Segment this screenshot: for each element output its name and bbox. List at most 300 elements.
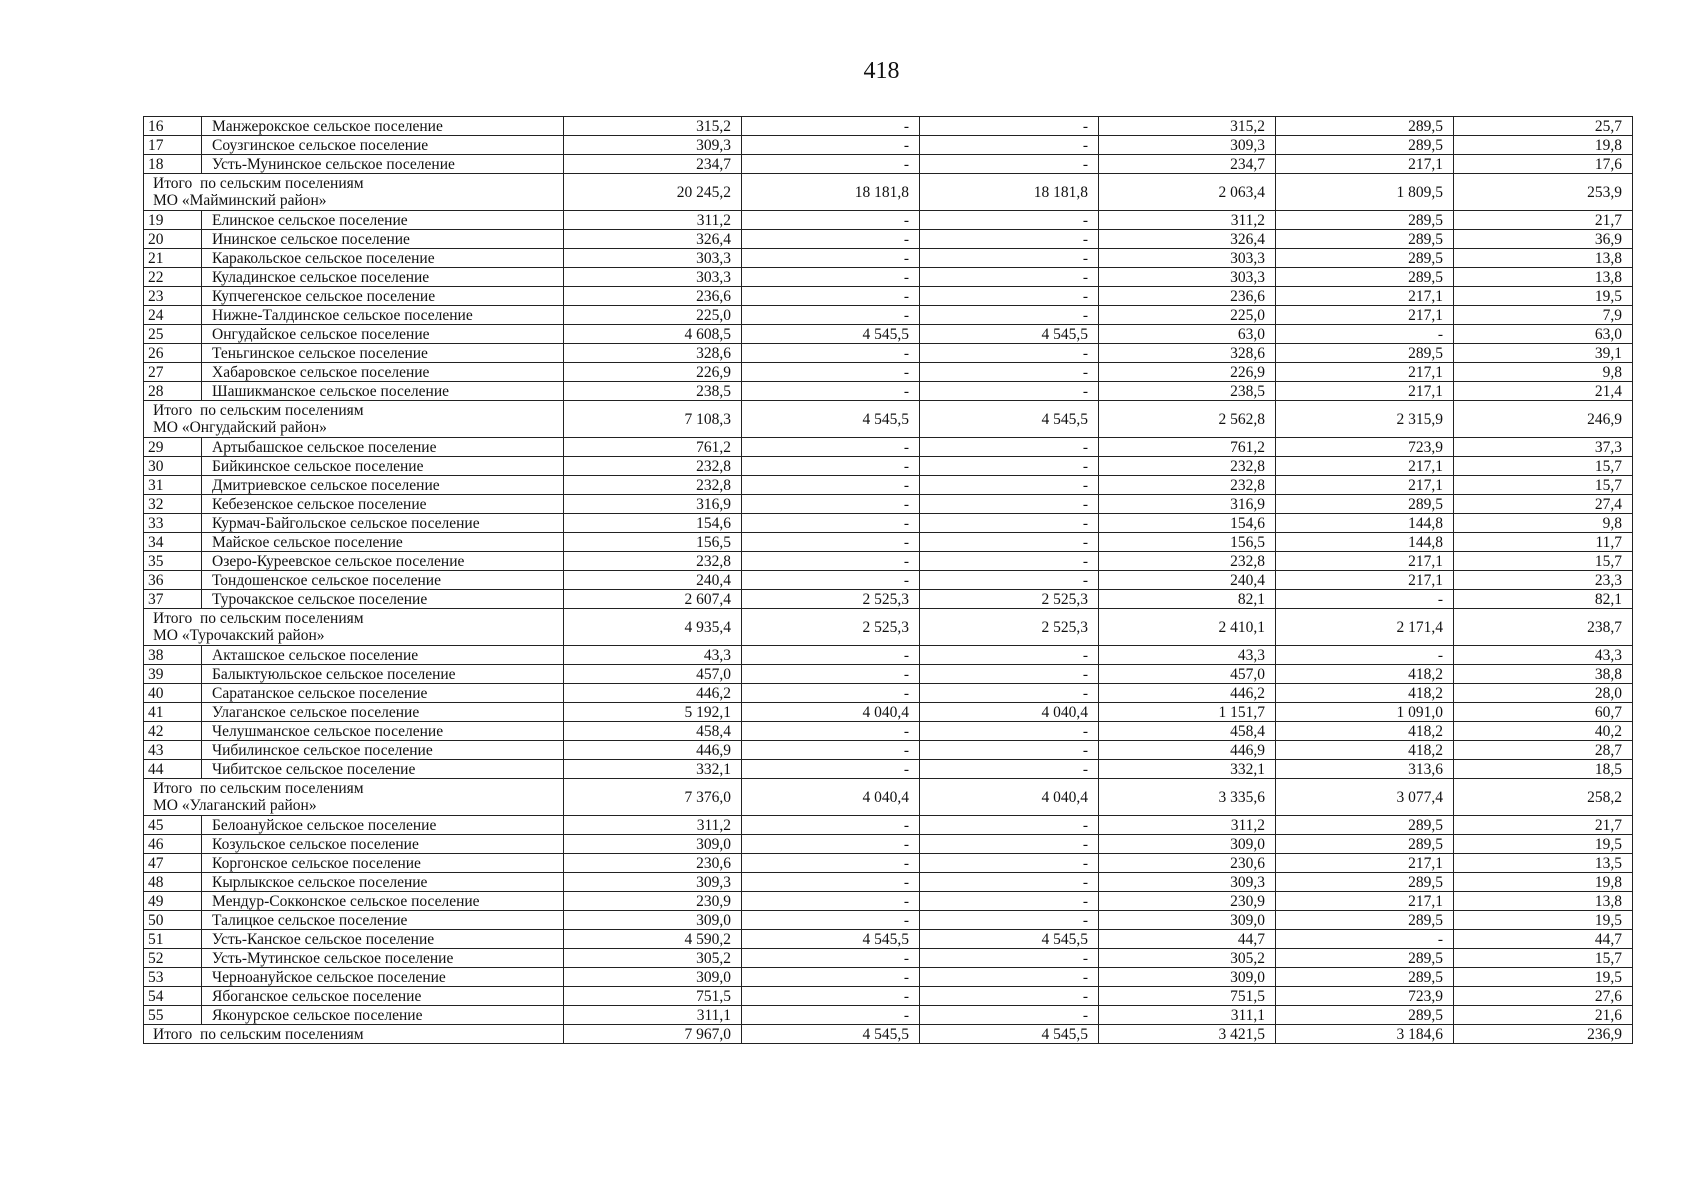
row-number: 52 — [144, 949, 202, 968]
value-cell-col2: - — [742, 306, 920, 325]
value-cell-col5: 289,5 — [1276, 1006, 1454, 1025]
value-cell-col3: - — [920, 968, 1099, 987]
value-cell-col5: 217,1 — [1276, 306, 1454, 325]
value-cell-col4: 3 335,6 — [1099, 779, 1276, 816]
settlement-name: Козульское сельское поселение — [202, 835, 564, 854]
subtotal-label — [144, 1025, 564, 1044]
value-cell-col6: 19,5 — [1454, 968, 1633, 987]
value-cell-col6: 9,8 — [1454, 514, 1633, 533]
row-number: 45 — [144, 816, 202, 835]
value-cell-col3: - — [920, 722, 1099, 741]
row-number: 16 — [144, 117, 202, 136]
value-cell-col6: 17,6 — [1454, 155, 1633, 174]
settlement-name: Турочакское сельское поселение — [202, 590, 564, 609]
value-cell-col3: - — [920, 571, 1099, 590]
value-cell-col4: 309,3 — [1099, 136, 1276, 155]
row-number: 38 — [144, 646, 202, 665]
value-cell-col1: 234,7 — [564, 155, 742, 174]
row-number: 35 — [144, 552, 202, 571]
value-cell-col5: 217,1 — [1276, 457, 1454, 476]
value-cell-col1: 154,6 — [564, 514, 742, 533]
value-cell-col1: 240,4 — [564, 571, 742, 590]
value-cell-col6: 44,7 — [1454, 930, 1633, 949]
value-cell-col2: - — [742, 665, 920, 684]
value-cell-col5: - — [1276, 930, 1454, 949]
value-cell-col6: 28,0 — [1454, 684, 1633, 703]
row-number: 53 — [144, 968, 202, 987]
row-number: 40 — [144, 684, 202, 703]
budget-table — [143, 116, 1633, 1044]
value-cell-col3: - — [920, 741, 1099, 760]
value-cell-col3: - — [920, 382, 1099, 401]
value-cell-col1: 305,2 — [564, 949, 742, 968]
value-cell-col3: - — [920, 816, 1099, 835]
value-cell-col2: - — [742, 892, 920, 911]
value-cell-col3: - — [920, 287, 1099, 306]
value-cell-col4: 43,3 — [1099, 646, 1276, 665]
settlement-name: Хабаровское сельское поселение — [202, 363, 564, 382]
value-cell-col4: 238,5 — [1099, 382, 1276, 401]
settlement-name: Кебезенское сельское поселение — [202, 495, 564, 514]
subtotal-row — [144, 1025, 1633, 1044]
value-cell-col4: 458,4 — [1099, 722, 1276, 741]
value-cell-col3: 4 545,5 — [920, 401, 1099, 438]
value-cell-col1: 761,2 — [564, 438, 742, 457]
value-cell-col6: 238,7 — [1454, 609, 1633, 646]
value-cell-col5: 289,5 — [1276, 249, 1454, 268]
value-cell-col3: - — [920, 949, 1099, 968]
value-cell-col3: - — [920, 230, 1099, 249]
value-cell-col3: - — [920, 911, 1099, 930]
value-cell-col5: 3 077,4 — [1276, 779, 1454, 816]
subtotal-label-line1: Итого по сельским поселениям — [153, 780, 364, 797]
value-cell-col1: 303,3 — [564, 268, 742, 287]
value-cell-col1: 309,0 — [564, 911, 742, 930]
value-cell-col5: 418,2 — [1276, 665, 1454, 684]
table-row — [144, 873, 1633, 892]
settlement-name: Купчегенское сельское поселение — [202, 287, 564, 306]
row-number: 48 — [144, 873, 202, 892]
value-cell-col3: - — [920, 646, 1099, 665]
value-cell-col1: 7 967,0 — [564, 1025, 742, 1044]
value-cell-col5: 217,1 — [1276, 363, 1454, 382]
value-cell-col1: 4 935,4 — [564, 609, 742, 646]
value-cell-col1: 311,2 — [564, 816, 742, 835]
value-cell-col2: - — [742, 911, 920, 930]
value-cell-col5: 217,1 — [1276, 382, 1454, 401]
value-cell-col2: - — [742, 514, 920, 533]
value-cell-col6: 38,8 — [1454, 665, 1633, 684]
table-row — [144, 930, 1633, 949]
row-number: 31 — [144, 476, 202, 495]
value-cell-col6: 19,5 — [1454, 835, 1633, 854]
value-cell-col3: - — [920, 306, 1099, 325]
value-cell-col3: 2 525,3 — [920, 609, 1099, 646]
value-cell-col5: 289,5 — [1276, 230, 1454, 249]
table-row — [144, 665, 1633, 684]
value-cell-col3: - — [920, 344, 1099, 363]
table-row — [144, 911, 1633, 930]
value-cell-col4: 761,2 — [1099, 438, 1276, 457]
value-cell-col2: 18 181,8 — [742, 174, 920, 211]
value-cell-col3: - — [920, 476, 1099, 495]
value-cell-col6: 27,6 — [1454, 987, 1633, 1006]
value-cell-col4: 328,6 — [1099, 344, 1276, 363]
value-cell-col3: - — [920, 684, 1099, 703]
settlement-name: Саратанское сельское поселение — [202, 684, 564, 703]
value-cell-col2: - — [742, 722, 920, 741]
table-row — [144, 287, 1633, 306]
settlement-name: Коргонское сельское поселение — [202, 854, 564, 873]
value-cell-col5: 144,8 — [1276, 514, 1454, 533]
table-row — [144, 892, 1633, 911]
value-cell-col5: 289,5 — [1276, 117, 1454, 136]
row-number: 20 — [144, 230, 202, 249]
value-cell-col3: - — [920, 249, 1099, 268]
table-row — [144, 684, 1633, 703]
value-cell-col1: 751,5 — [564, 987, 742, 1006]
value-cell-col6: 11,7 — [1454, 533, 1633, 552]
subtotal-label-line1: Итого по сельским поселениям — [153, 610, 364, 627]
value-cell-col1: 309,3 — [564, 136, 742, 155]
value-cell-col3: - — [920, 117, 1099, 136]
value-cell-col1: 7 108,3 — [564, 401, 742, 438]
value-cell-col6: 15,7 — [1454, 457, 1633, 476]
value-cell-col1: 43,3 — [564, 646, 742, 665]
table-row — [144, 363, 1633, 382]
value-cell-col2: 4 545,5 — [742, 930, 920, 949]
row-number: 17 — [144, 136, 202, 155]
value-cell-col4: 309,0 — [1099, 911, 1276, 930]
table-row — [144, 117, 1633, 136]
value-cell-col4: 316,9 — [1099, 495, 1276, 514]
row-number: 49 — [144, 892, 202, 911]
value-cell-col3: 18 181,8 — [920, 174, 1099, 211]
value-cell-col4: 309,0 — [1099, 835, 1276, 854]
value-cell-col2: - — [742, 117, 920, 136]
value-cell-col2: - — [742, 684, 920, 703]
table-row — [144, 571, 1633, 590]
value-cell-col4: 2 562,8 — [1099, 401, 1276, 438]
table-row — [144, 854, 1633, 873]
value-cell-col5: 1 091,0 — [1276, 703, 1454, 722]
value-cell-col6: 13,8 — [1454, 249, 1633, 268]
value-cell-col1: 232,8 — [564, 552, 742, 571]
table-row — [144, 457, 1633, 476]
value-cell-col5: 217,1 — [1276, 854, 1454, 873]
value-cell-col1: 446,2 — [564, 684, 742, 703]
value-cell-col2: 4 545,5 — [742, 401, 920, 438]
settlement-name: Мендур-Сокконское сельское поселение — [202, 892, 564, 911]
value-cell-col5: 723,9 — [1276, 987, 1454, 1006]
value-cell-col6: 246,9 — [1454, 401, 1633, 438]
value-cell-col2: 4 545,5 — [742, 1025, 920, 1044]
value-cell-col2: - — [742, 741, 920, 760]
value-cell-col3: 4 545,5 — [920, 1025, 1099, 1044]
value-cell-col1: 303,3 — [564, 249, 742, 268]
subtotal-label — [144, 779, 564, 816]
value-cell-col1: 309,3 — [564, 873, 742, 892]
row-number: 32 — [144, 495, 202, 514]
row-number: 39 — [144, 665, 202, 684]
subtotal-row — [144, 609, 1633, 646]
table-row — [144, 1006, 1633, 1025]
value-cell-col1: 236,6 — [564, 287, 742, 306]
settlement-name: Черноануйское сельское поселение — [202, 968, 564, 987]
value-cell-col5: 217,1 — [1276, 571, 1454, 590]
settlement-name: Кырлыкское сельское поселение — [202, 873, 564, 892]
subtotal-label-line2: МО «Майминский район» — [153, 192, 327, 209]
value-cell-col5: 217,1 — [1276, 892, 1454, 911]
value-cell-col3: - — [920, 835, 1099, 854]
settlement-name: Шашикманское сельское поселение — [202, 382, 564, 401]
value-cell-col4: 311,1 — [1099, 1006, 1276, 1025]
value-cell-col3: 4 040,4 — [920, 779, 1099, 816]
value-cell-col4: 232,8 — [1099, 457, 1276, 476]
subtotal-label — [144, 609, 564, 646]
value-cell-col3: - — [920, 514, 1099, 533]
row-number: 33 — [144, 514, 202, 533]
value-cell-col5: - — [1276, 325, 1454, 344]
value-cell-col2: - — [742, 476, 920, 495]
value-cell-col5: 217,1 — [1276, 476, 1454, 495]
value-cell-col3: 4 545,5 — [920, 325, 1099, 344]
value-cell-col6: 21,6 — [1454, 1006, 1633, 1025]
row-number: 28 — [144, 382, 202, 401]
table-row — [144, 382, 1633, 401]
value-cell-col4: 82,1 — [1099, 590, 1276, 609]
table-row — [144, 590, 1633, 609]
value-cell-col6: 7,9 — [1454, 306, 1633, 325]
table-row — [144, 344, 1633, 363]
table-row — [144, 968, 1633, 987]
table-row — [144, 495, 1633, 514]
row-number: 27 — [144, 363, 202, 382]
value-cell-col2: - — [742, 230, 920, 249]
table-row — [144, 514, 1633, 533]
settlement-name: Тондошенское сельское поселение — [202, 571, 564, 590]
subtotal-label — [144, 174, 564, 211]
value-cell-col4: 326,4 — [1099, 230, 1276, 249]
value-cell-col6: 13,5 — [1454, 854, 1633, 873]
settlement-name: Куладинское сельское поселение — [202, 268, 564, 287]
value-cell-col3: - — [920, 1006, 1099, 1025]
value-cell-col6: 19,5 — [1454, 911, 1633, 930]
value-cell-col3: - — [920, 457, 1099, 476]
settlement-name: Акташское сельское поселение — [202, 646, 564, 665]
value-cell-col2: 4 545,5 — [742, 325, 920, 344]
settlement-name: Теньгинское сельское поселение — [202, 344, 564, 363]
value-cell-col4: 236,6 — [1099, 287, 1276, 306]
settlement-name: Белоануйское сельское поселение — [202, 816, 564, 835]
row-number: 19 — [144, 211, 202, 230]
value-cell-col3: 4 040,4 — [920, 703, 1099, 722]
value-cell-col1: 230,6 — [564, 854, 742, 873]
value-cell-col2: 4 040,4 — [742, 779, 920, 816]
table-row — [144, 438, 1633, 457]
value-cell-col1: 316,9 — [564, 495, 742, 514]
value-cell-col2: - — [742, 287, 920, 306]
value-cell-col6: 253,9 — [1454, 174, 1633, 211]
value-cell-col5: 289,5 — [1276, 211, 1454, 230]
table-row — [144, 722, 1633, 741]
value-cell-col4: 234,7 — [1099, 155, 1276, 174]
value-cell-col4: 751,5 — [1099, 987, 1276, 1006]
value-cell-col5: - — [1276, 646, 1454, 665]
value-cell-col5: 2 171,4 — [1276, 609, 1454, 646]
subtotal-label-line2: МО «Турочакский район» — [153, 627, 325, 644]
value-cell-col2: - — [742, 552, 920, 571]
table-row — [144, 816, 1633, 835]
value-cell-col6: 19,5 — [1454, 287, 1633, 306]
value-cell-col5: 289,5 — [1276, 136, 1454, 155]
settlement-name: Усть-Мутинское сельское поселение — [202, 949, 564, 968]
settlement-name: Елинское сельское поселение — [202, 211, 564, 230]
value-cell-col5: 2 315,9 — [1276, 401, 1454, 438]
value-cell-col2: - — [742, 873, 920, 892]
value-cell-col4: 44,7 — [1099, 930, 1276, 949]
row-number: 44 — [144, 760, 202, 779]
settlement-name: Манжерокское сельское поселение — [202, 117, 564, 136]
row-number: 46 — [144, 835, 202, 854]
subtotal-label-line2: МО «Улаганский район» — [153, 797, 317, 814]
value-cell-col1: 309,0 — [564, 835, 742, 854]
value-cell-col4: 332,1 — [1099, 760, 1276, 779]
value-cell-col3: - — [920, 438, 1099, 457]
value-cell-col3: - — [920, 665, 1099, 684]
value-cell-col3: - — [920, 873, 1099, 892]
value-cell-col1: 225,0 — [564, 306, 742, 325]
value-cell-col4: 230,6 — [1099, 854, 1276, 873]
value-cell-col2: - — [742, 382, 920, 401]
value-cell-col6: 21,7 — [1454, 816, 1633, 835]
value-cell-col4: 240,4 — [1099, 571, 1276, 590]
value-cell-col1: 230,9 — [564, 892, 742, 911]
value-cell-col5: 217,1 — [1276, 552, 1454, 571]
value-cell-col5: 217,1 — [1276, 155, 1454, 174]
value-cell-col2: - — [742, 495, 920, 514]
value-cell-col1: 326,4 — [564, 230, 742, 249]
value-cell-col1: 315,2 — [564, 117, 742, 136]
row-number: 34 — [144, 533, 202, 552]
settlement-name: Ябоганское сельское поселение — [202, 987, 564, 1006]
value-cell-col1: 4 608,5 — [564, 325, 742, 344]
value-cell-col5: 289,5 — [1276, 835, 1454, 854]
table-row — [144, 325, 1633, 344]
value-cell-col2: 4 040,4 — [742, 703, 920, 722]
settlement-name: Улаганское сельское поселение — [202, 703, 564, 722]
value-cell-col2: - — [742, 854, 920, 873]
value-cell-col2: - — [742, 987, 920, 1006]
value-cell-col6: 40,2 — [1454, 722, 1633, 741]
row-number: 25 — [144, 325, 202, 344]
value-cell-col1: 332,1 — [564, 760, 742, 779]
value-cell-col6: 13,8 — [1454, 892, 1633, 911]
value-cell-col1: 446,9 — [564, 741, 742, 760]
value-cell-col2: - — [742, 155, 920, 174]
value-cell-col2: - — [742, 760, 920, 779]
value-cell-col5: 289,5 — [1276, 873, 1454, 892]
value-cell-col1: 5 192,1 — [564, 703, 742, 722]
value-cell-col4: 305,2 — [1099, 949, 1276, 968]
subtotal-row — [144, 779, 1633, 816]
value-cell-col1: 232,8 — [564, 476, 742, 495]
value-cell-col3: - — [920, 495, 1099, 514]
settlement-name: Ининское сельское поселение — [202, 230, 564, 249]
value-cell-col6: 25,7 — [1454, 117, 1633, 136]
value-cell-col2: - — [742, 533, 920, 552]
value-cell-col1: 238,5 — [564, 382, 742, 401]
value-cell-col6: 18,5 — [1454, 760, 1633, 779]
value-cell-col6: 13,8 — [1454, 268, 1633, 287]
value-cell-col3: - — [920, 155, 1099, 174]
value-cell-col6: 43,3 — [1454, 646, 1633, 665]
value-cell-col6: 60,7 — [1454, 703, 1633, 722]
table-row — [144, 949, 1633, 968]
value-cell-col1: 457,0 — [564, 665, 742, 684]
settlement-name: Усть-Мунинское сельское поселение — [202, 155, 564, 174]
subtotal-label-line1: Итого по сельским поселениям — [153, 402, 364, 419]
subtotal-label-line1: Итого по сельским поселениям — [153, 175, 364, 192]
value-cell-col2: - — [742, 835, 920, 854]
settlement-name: Чибилинское сельское поселение — [202, 741, 564, 760]
value-cell-col4: 232,8 — [1099, 552, 1276, 571]
row-number: 41 — [144, 703, 202, 722]
settlement-name: Дмитриевское сельское поселение — [202, 476, 564, 495]
table-body — [144, 117, 1633, 1044]
table-row — [144, 552, 1633, 571]
value-cell-col1: 7 376,0 — [564, 779, 742, 816]
value-cell-col2: - — [742, 211, 920, 230]
value-cell-col5: 289,5 — [1276, 268, 1454, 287]
value-cell-col5: 217,1 — [1276, 287, 1454, 306]
value-cell-col3: - — [920, 533, 1099, 552]
value-cell-col6: 9,8 — [1454, 363, 1633, 382]
value-cell-col6: 15,7 — [1454, 949, 1633, 968]
value-cell-col6: 23,3 — [1454, 571, 1633, 590]
settlement-name: Балыктуюльское сельское поселение — [202, 665, 564, 684]
settlement-name: Усть-Канское сельское поселение — [202, 930, 564, 949]
row-number: 23 — [144, 287, 202, 306]
settlement-name: Онгудайское сельское поселение — [202, 325, 564, 344]
value-cell-col4: 232,8 — [1099, 476, 1276, 495]
value-cell-col6: 28,7 — [1454, 741, 1633, 760]
table-row — [144, 211, 1633, 230]
value-cell-col2: - — [742, 344, 920, 363]
table-row — [144, 136, 1633, 155]
value-cell-col5: 289,5 — [1276, 344, 1454, 363]
settlement-name: Каракольское сельское поселение — [202, 249, 564, 268]
value-cell-col4: 226,9 — [1099, 363, 1276, 382]
value-cell-col3: - — [920, 854, 1099, 873]
value-cell-col6: 15,7 — [1454, 476, 1633, 495]
value-cell-col2: - — [742, 363, 920, 382]
row-number: 51 — [144, 930, 202, 949]
value-cell-col1: 232,8 — [564, 457, 742, 476]
settlement-name: Нижне-Талдинское сельское поселение — [202, 306, 564, 325]
value-cell-col6: 19,8 — [1454, 136, 1633, 155]
value-cell-col5: 144,8 — [1276, 533, 1454, 552]
settlement-name: Бийкинское сельское поселение — [202, 457, 564, 476]
value-cell-col2: 2 525,3 — [742, 590, 920, 609]
value-cell-col5: 313,6 — [1276, 760, 1454, 779]
value-cell-col4: 2 410,1 — [1099, 609, 1276, 646]
value-cell-col6: 27,4 — [1454, 495, 1633, 514]
subtotal-label — [144, 401, 564, 438]
row-number: 29 — [144, 438, 202, 457]
value-cell-col3: - — [920, 136, 1099, 155]
settlement-name: Талицкое сельское поселение — [202, 911, 564, 930]
